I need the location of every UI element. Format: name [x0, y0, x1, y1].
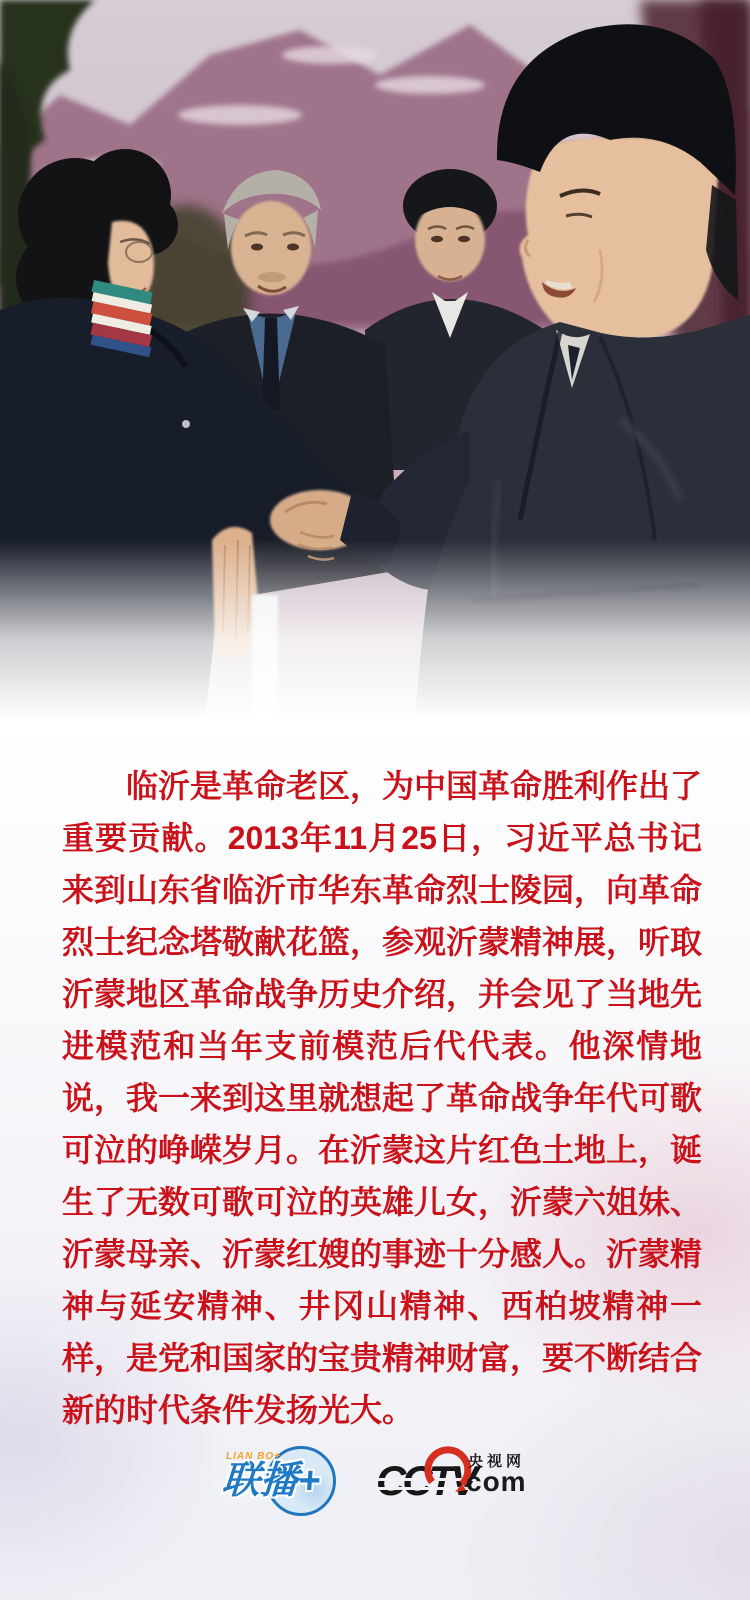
cctv-domain: com [466, 1466, 527, 1497]
lianbo-wordmark: 联播+ [220, 1460, 322, 1502]
cctv-site-name: 央视网 [468, 1453, 526, 1470]
footer-logos [0, 1444, 750, 1528]
photo-visit-scene [0, 0, 750, 720]
quote-paragraph: 临沂是革命老区，为中国革命胜利作出了重要贡献。2013年11月25日，习近平总书记来到山东省临沂市华东革命烈士陵园，向革命烈士纪念塔敬献花篮，参观沂蒙精神展，听取沂蒙地区革命战争历史介绍，并会见了当地先进模范和当年支前模范后代代表。他深情地说，我一来到这里就想起了革命战争年代可歌可泣的峥嵘岁月。在沂蒙这片红色土地上，诞生了无数可歌可泣的英雄儿女，沂蒙六姐妹、沂蒙母亲、沂蒙红嫂的事迹十分感人。沂蒙精神与延安精神、井冈山精神、西柏坡精神一样，是党和国家的宝贵精神财富，要不断结合新的时代条件发扬光大。 [62, 768, 703, 1428]
lianbo-plus-logo [222, 1444, 350, 1522]
photo-illustration [0, 0, 750, 720]
cctv-com-logo [376, 1444, 528, 1512]
lianbo-tagline: LIAN BO+ [226, 1451, 281, 1462]
